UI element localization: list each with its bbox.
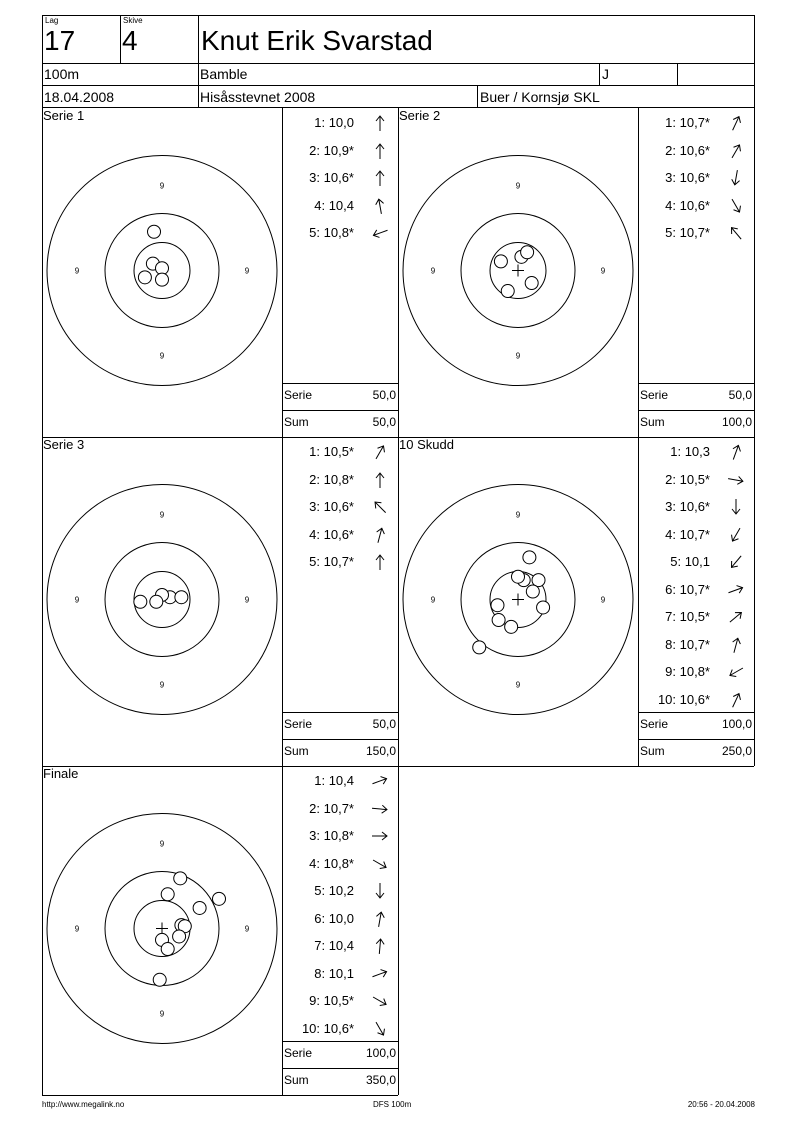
direction-arrow-icon xyxy=(726,607,746,627)
serie-label: Serie xyxy=(284,1046,313,1060)
direction-arrow-icon xyxy=(726,196,746,216)
sum-label: Sum xyxy=(284,744,309,758)
sum-label: Sum xyxy=(640,744,665,758)
direction-arrow-icon xyxy=(726,223,746,243)
shot-value: 4: 10,4 xyxy=(314,197,354,213)
shot-value: 3: 10,6* xyxy=(665,499,710,514)
direction-arrow-icon xyxy=(370,936,390,956)
hit-marker-1 xyxy=(161,888,174,901)
skive-label: Skive xyxy=(123,16,143,25)
event-name: Hisåsstevnet 2008 xyxy=(200,89,316,105)
direction-arrow-icon xyxy=(370,552,390,572)
shot-value: 1: 10,3 xyxy=(670,444,710,459)
direction-arrow-icon xyxy=(726,525,746,545)
direction-arrow-icon xyxy=(726,141,746,161)
shot-value: 7: 10,4 xyxy=(314,938,354,953)
ring-label-2: 9 xyxy=(430,595,436,605)
header xyxy=(42,15,755,108)
hit-marker-8 xyxy=(505,620,518,633)
panel-3 xyxy=(398,437,754,766)
hit-marker-1 xyxy=(521,246,534,259)
direction-arrow-icon xyxy=(370,991,390,1011)
direction-arrow-icon xyxy=(726,497,746,517)
direction-arrow-icon xyxy=(370,909,390,929)
target-diagram xyxy=(42,108,282,437)
hit-marker-0 xyxy=(148,225,161,238)
shot-value: 1: 10,0 xyxy=(314,115,354,130)
ring-label-2: 9 xyxy=(74,924,80,934)
serie-label: Serie xyxy=(284,388,313,402)
direction-arrow-icon xyxy=(726,168,746,188)
ring-label-3: 9 xyxy=(244,595,250,605)
serie-value: 100,0 xyxy=(721,717,752,731)
direction-arrow-icon xyxy=(370,1019,390,1039)
shot-value: 4: 10,7* xyxy=(665,526,710,542)
direction-arrow-icon xyxy=(370,470,390,490)
hit-marker-3 xyxy=(213,892,226,905)
hit-marker-4 xyxy=(501,285,514,298)
direction-arrow-icon xyxy=(370,964,390,984)
ring-label-2: 9 xyxy=(74,595,80,605)
panel-1 xyxy=(398,108,754,437)
shot-value: 7: 10,5* xyxy=(665,609,710,624)
sum-value: 100,0 xyxy=(721,415,752,429)
shot-value: 2: 10,8* xyxy=(309,471,354,487)
direction-arrow-icon xyxy=(370,113,390,133)
hit-marker-2 xyxy=(494,255,507,268)
direction-arrow-icon xyxy=(726,690,746,710)
hit-marker-7 xyxy=(173,930,186,943)
sum-label: Sum xyxy=(284,1073,309,1087)
footer-url: http://www.megalink.no xyxy=(42,1100,125,1109)
shot-value: 2: 10,7* xyxy=(309,800,354,816)
shot-value: 1: 10,7* xyxy=(665,115,710,130)
hit-marker-7 xyxy=(492,614,505,627)
sum-value: 50,0 xyxy=(372,415,396,429)
shot-value: 4: 10,6* xyxy=(665,197,710,213)
shot-value: 1: 10,5* xyxy=(309,444,354,459)
direction-arrow-icon xyxy=(370,223,390,243)
shot-value: 2: 10,5* xyxy=(665,471,710,487)
ring-label-0: 9 xyxy=(515,510,521,520)
hit-marker-9 xyxy=(153,973,166,986)
sum-label: Sum xyxy=(640,415,665,429)
direction-arrow-icon xyxy=(370,141,390,161)
event-date: 18.04.2008 xyxy=(44,89,115,105)
serie-value: 50,0 xyxy=(728,388,752,402)
hit-marker-2 xyxy=(193,901,206,914)
shot-value: 1: 10,4 xyxy=(314,773,354,788)
sum-value: 250,0 xyxy=(721,744,752,758)
hit-marker-4 xyxy=(138,271,151,284)
shot-value: 10: 10,6* xyxy=(301,1020,354,1036)
ring-label-1: 9 xyxy=(515,680,521,690)
direction-arrow-icon xyxy=(370,196,390,216)
hit-marker-4 xyxy=(526,585,539,598)
ring-label-2: 9 xyxy=(74,266,80,276)
ring-label-1: 9 xyxy=(159,351,165,361)
shot-value: 4: 10,8* xyxy=(309,855,354,871)
ring-label-3: 9 xyxy=(244,266,250,276)
direction-arrow-icon xyxy=(726,113,746,133)
footer-timestamp: 20:56 - 20.04.2008 xyxy=(687,1100,755,1109)
ring-label-3: 9 xyxy=(600,266,606,276)
target-diagram xyxy=(398,108,638,437)
ring-label-0: 9 xyxy=(159,181,165,191)
lag-label: Lag xyxy=(45,16,59,25)
target-diagram xyxy=(42,437,282,766)
panel-4 xyxy=(42,766,398,1095)
shooter-name: Knut Erik Svarstad xyxy=(201,25,433,56)
panel-title: Serie 3 xyxy=(43,437,85,452)
direction-arrow-icon xyxy=(726,552,746,572)
hit-marker-2 xyxy=(512,570,525,583)
skive-value: 4 xyxy=(122,25,138,56)
shot-value: 4: 10,6* xyxy=(309,526,354,542)
direction-arrow-icon xyxy=(370,442,390,462)
serie-value: 50,0 xyxy=(372,717,396,731)
hit-marker-9 xyxy=(473,641,486,654)
shot-value: 5: 10,8* xyxy=(309,225,354,240)
shot-value: 3: 10,6* xyxy=(665,170,710,185)
target-diagram xyxy=(42,766,282,1095)
shot-value: 5: 10,7* xyxy=(665,225,710,240)
shot-value: 3: 10,8* xyxy=(309,828,354,843)
hit-marker-8 xyxy=(161,943,174,956)
shooter-class: J xyxy=(602,66,609,82)
ring-label-1: 9 xyxy=(159,680,165,690)
hit-marker-2 xyxy=(134,595,147,608)
shot-value: 3: 10,6* xyxy=(309,499,354,514)
shot-value: 6: 10,0 xyxy=(314,910,354,926)
panel-2 xyxy=(42,437,398,766)
direction-arrow-icon xyxy=(370,497,390,517)
direction-arrow-icon xyxy=(726,442,746,462)
shot-value: 2: 10,6* xyxy=(665,142,710,158)
hit-marker-0 xyxy=(523,551,536,564)
footer-center: DFS 100m xyxy=(373,1100,412,1109)
shot-value: 5: 10,7* xyxy=(309,554,354,569)
shot-value: 8: 10,1 xyxy=(314,965,354,981)
panel-title: Serie 2 xyxy=(399,108,441,123)
ring-label-1: 9 xyxy=(515,351,521,361)
ring-label-3: 9 xyxy=(244,924,250,934)
panel-0 xyxy=(42,108,398,437)
serie-label: Serie xyxy=(640,717,669,731)
serie-value: 100,0 xyxy=(365,1046,396,1060)
shot-value: 6: 10,7* xyxy=(665,581,710,597)
serie-value: 50,0 xyxy=(372,388,396,402)
direction-arrow-icon xyxy=(726,580,746,600)
panel-title: Finale xyxy=(43,766,79,781)
club: Bamble xyxy=(200,66,248,82)
hit-marker-6 xyxy=(491,599,504,612)
hit-marker-3 xyxy=(525,277,538,290)
serie-label: Serie xyxy=(640,388,669,402)
distance: 100m xyxy=(44,66,80,82)
ring-label-0: 9 xyxy=(159,839,165,849)
ring-label-0: 9 xyxy=(159,510,165,520)
shot-value: 10: 10,6* xyxy=(657,691,710,707)
direction-arrow-icon xyxy=(370,826,390,846)
direction-arrow-icon xyxy=(726,635,746,655)
shot-value: 5: 10,1 xyxy=(670,554,710,569)
direction-arrow-icon xyxy=(370,854,390,874)
shot-value: 3: 10,6* xyxy=(309,170,354,185)
serie-label: Serie xyxy=(284,717,313,731)
sum-value: 150,0 xyxy=(365,744,396,758)
panel-title: 10 Skudd xyxy=(399,437,454,452)
panel-title: Serie 1 xyxy=(43,108,85,123)
direction-arrow-icon xyxy=(726,662,746,682)
target-diagram xyxy=(398,437,638,766)
ring-label-1: 9 xyxy=(159,1009,165,1019)
sum-value: 350,0 xyxy=(365,1073,396,1087)
lag-value: 17 xyxy=(44,25,76,56)
ring-label-2: 9 xyxy=(430,266,436,276)
direction-arrow-icon xyxy=(370,168,390,188)
hit-marker-1 xyxy=(175,591,188,604)
direction-arrow-icon xyxy=(726,470,746,490)
direction-arrow-icon xyxy=(370,799,390,819)
shot-value: 8: 10,7* xyxy=(665,636,710,652)
ring-label-3: 9 xyxy=(600,595,606,605)
hit-marker-3 xyxy=(156,273,169,286)
sum-label: Sum xyxy=(284,415,309,429)
direction-arrow-icon xyxy=(370,881,390,901)
shot-value: 9: 10,8* xyxy=(665,664,710,679)
direction-arrow-icon xyxy=(370,525,390,545)
shot-value: 2: 10,9* xyxy=(309,142,354,158)
event-host: Buer / Kornsjø SKL xyxy=(480,89,600,105)
shot-value: 9: 10,5* xyxy=(309,993,354,1008)
ring-label-0: 9 xyxy=(515,181,521,191)
hit-marker-0 xyxy=(174,872,187,885)
hit-marker-4 xyxy=(150,595,163,608)
direction-arrow-icon xyxy=(370,771,390,791)
shot-value: 5: 10,2 xyxy=(314,883,354,898)
hit-marker-5 xyxy=(537,601,550,614)
